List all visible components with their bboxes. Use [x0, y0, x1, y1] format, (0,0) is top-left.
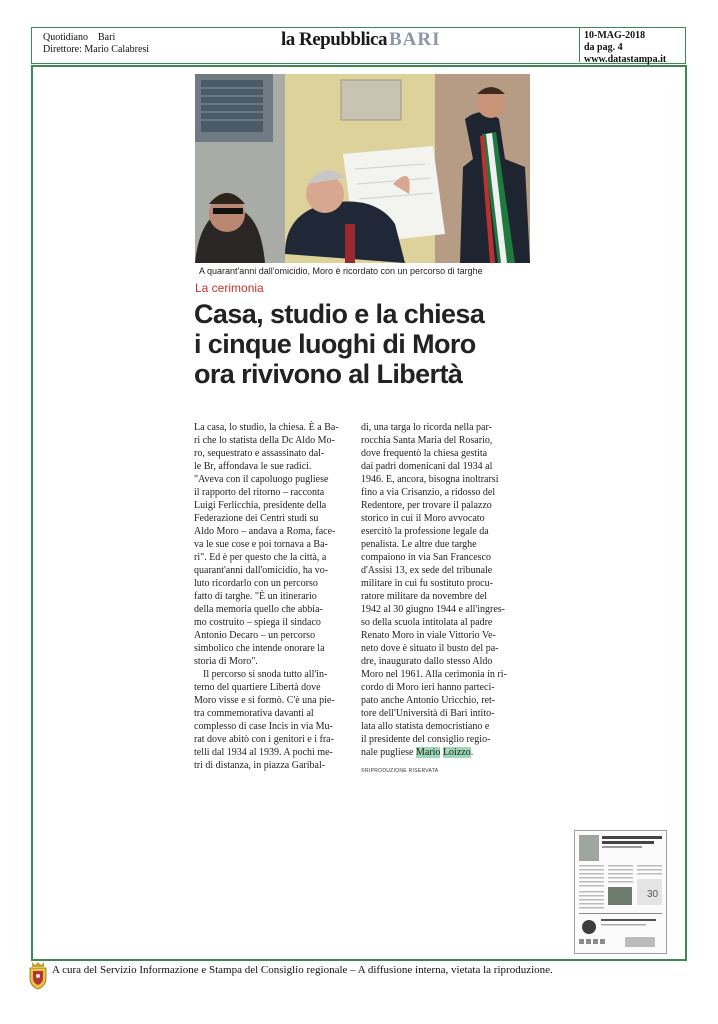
- text-line: terno del quartiere Libertà dove: [194, 682, 321, 693]
- headline-line-2: i cinque luoghi di Moro: [194, 329, 476, 359]
- text-line: mo costruito – spiega il sindaco: [194, 617, 321, 628]
- source-type: Quotidiano: [43, 32, 88, 43]
- text-line: storico in cui il Moro avvocato: [361, 513, 485, 524]
- headline-line-3: ora rivivono al Libertà: [194, 359, 463, 389]
- text-line: Federazione dei Centri studi su: [194, 513, 319, 524]
- text-line: penalista. Le altre due targhe: [361, 539, 477, 550]
- text-line: le Br, affondava le sue radici.: [194, 461, 312, 472]
- text-line: va le sue cose e poi tornava a Ba-: [194, 539, 328, 550]
- text-line: quarant'anni dall'omicidio, ha vo-: [194, 565, 329, 576]
- text-line: ratore militare da novembre del: [361, 591, 488, 602]
- text-line: tri di distanza, in piazza Garibal-: [194, 760, 326, 771]
- text-line: Luigi Ferlicchia, presidente della: [194, 500, 327, 511]
- text-line: militare in cui fu sostituto procu-: [361, 578, 493, 589]
- headline-line-1: Casa, studio e la chiesa: [194, 299, 485, 329]
- header-divider: [579, 27, 580, 62]
- text-line: il rapporto del ritorno – racconta: [194, 487, 325, 498]
- footer-emblem: [28, 960, 48, 990]
- highlight-first-name: Mario: [415, 747, 441, 758]
- text-line: Redentore, per trovare il palazzo: [361, 500, 492, 511]
- text-line: Moro visse e si formò. C'è una pie-: [194, 695, 335, 706]
- pub-date: 10-MAG-2018: [584, 30, 646, 41]
- text-line: dove frequentò la chiesa gestita: [361, 448, 488, 459]
- text-line: telli dal 1934 al 1939. A pochi me-: [194, 747, 333, 758]
- highlight-last-name: Loizzo: [442, 747, 471, 758]
- text-line: ri". Ed è per questo che la città, a: [194, 552, 327, 563]
- footer-notice: A cura del Servizio Informazione e Stampa del Consiglio regionale – A diffusione interna, vietata la riproduzione.: [52, 964, 553, 976]
- text-line: dre, inaugurato dallo stesso Aldo: [361, 656, 493, 667]
- text-line: Antonio Decaro – un percorso: [194, 630, 316, 641]
- text-line: tra commemorativa davanti al: [194, 708, 314, 719]
- svg-text:30: 30: [647, 889, 659, 900]
- source-city: Bari: [98, 32, 116, 43]
- text-line: rocchia Santa Maria del Rosario,: [361, 435, 493, 446]
- text-line: 1942 al 30 giugno 1944 e all'ingres-: [361, 604, 505, 615]
- text-line: di, una targa lo ricorda nella par-: [361, 422, 492, 433]
- newspaper-logo: la Repubblica BARI: [281, 29, 441, 50]
- text-line: Renato Moro in viale Vittorio Ve-: [361, 630, 496, 641]
- text-line: complesso di case Incis in via Mu-: [194, 721, 333, 732]
- text-line: Il percorso si snoda tutto all'in-: [203, 669, 328, 680]
- article-column-1: [194, 421, 351, 772]
- header-meta: [43, 32, 149, 56]
- text-line: cordo di Moro ieri hanno partecí-: [361, 682, 495, 693]
- text-line: storia di Moro".: [194, 656, 258, 667]
- text-line: lata allo statista democristiano e: [361, 721, 490, 732]
- page-ref: da pag. 4: [584, 42, 623, 53]
- text-line: neto dove è situato il busto del pa-: [361, 643, 499, 654]
- last-line: nale pugliese Mario Loizzo.: [361, 747, 474, 758]
- text-line: fino a via Crisanzio, a ridosso del: [361, 487, 496, 498]
- text-line: ro, sequestrato e assassinato dal-: [194, 448, 325, 459]
- rights-notice: ©RIPRODUZIONE RISERVATA: [361, 768, 439, 774]
- ceremony-photo-illustration: [195, 74, 530, 263]
- text-line: simbolico che intende onorare la: [194, 643, 325, 654]
- thumbnail-page-icon: [575, 831, 666, 953]
- text-line: 1946. E, ancora, bisogna inoltrarsi: [361, 474, 499, 485]
- photo-caption: A quarant'anni dall'omicidio, Moro è ricordato con un percorso di targhe: [199, 266, 483, 276]
- article-headline: [194, 299, 484, 389]
- article-photo: [195, 74, 530, 263]
- header-right: [584, 30, 666, 66]
- text-line: rat dove abitò con i genitori e i fra-: [194, 734, 334, 745]
- director-line: Direttore: Mario Calabresi: [43, 44, 150, 55]
- text-line: Moro nel 1961. Alla cerimonia in ri-: [361, 669, 507, 680]
- site-link[interactable]: www.datastampa.it: [584, 54, 667, 65]
- text-line: luto ricordarlo con un percorso: [194, 578, 318, 589]
- text-line: il presidente del consiglio regio-: [361, 734, 491, 745]
- page-thumbnail[interactable]: [574, 830, 667, 954]
- text-line: so della scuola intitolata al padre: [361, 617, 493, 628]
- text-line: Aldo Moro – andava a Roma, face-: [194, 526, 336, 537]
- text-line: compaiono in via San Francesco: [361, 552, 491, 563]
- text-line: "Aveva con il capoluogo pugliese: [194, 474, 329, 485]
- article-kicker: La cerimonia: [195, 281, 264, 295]
- text-line: pato anche Antonio Uricchio, ret-: [361, 695, 496, 706]
- text-line: d'Assisi 13, ex sede del tribunale: [361, 565, 493, 576]
- article-column-2: [361, 421, 523, 778]
- text-line: fatto di targhe. "È un itinerario: [194, 591, 317, 602]
- text-line: La casa, lo studio, la chiesa. È a Ba-: [194, 422, 339, 433]
- regional-crest-icon: [28, 960, 48, 990]
- text-line: ri che lo statista della Dc Aldo Mo-: [194, 435, 335, 446]
- text-line: tore dell'Università di Bari intito-: [361, 708, 495, 719]
- text-line: della memoria quello che abbia-: [194, 604, 323, 615]
- text-line: esercitò la professione legale da: [361, 526, 489, 537]
- text-line: dai padri domenicani dal 1934 al: [361, 461, 493, 472]
